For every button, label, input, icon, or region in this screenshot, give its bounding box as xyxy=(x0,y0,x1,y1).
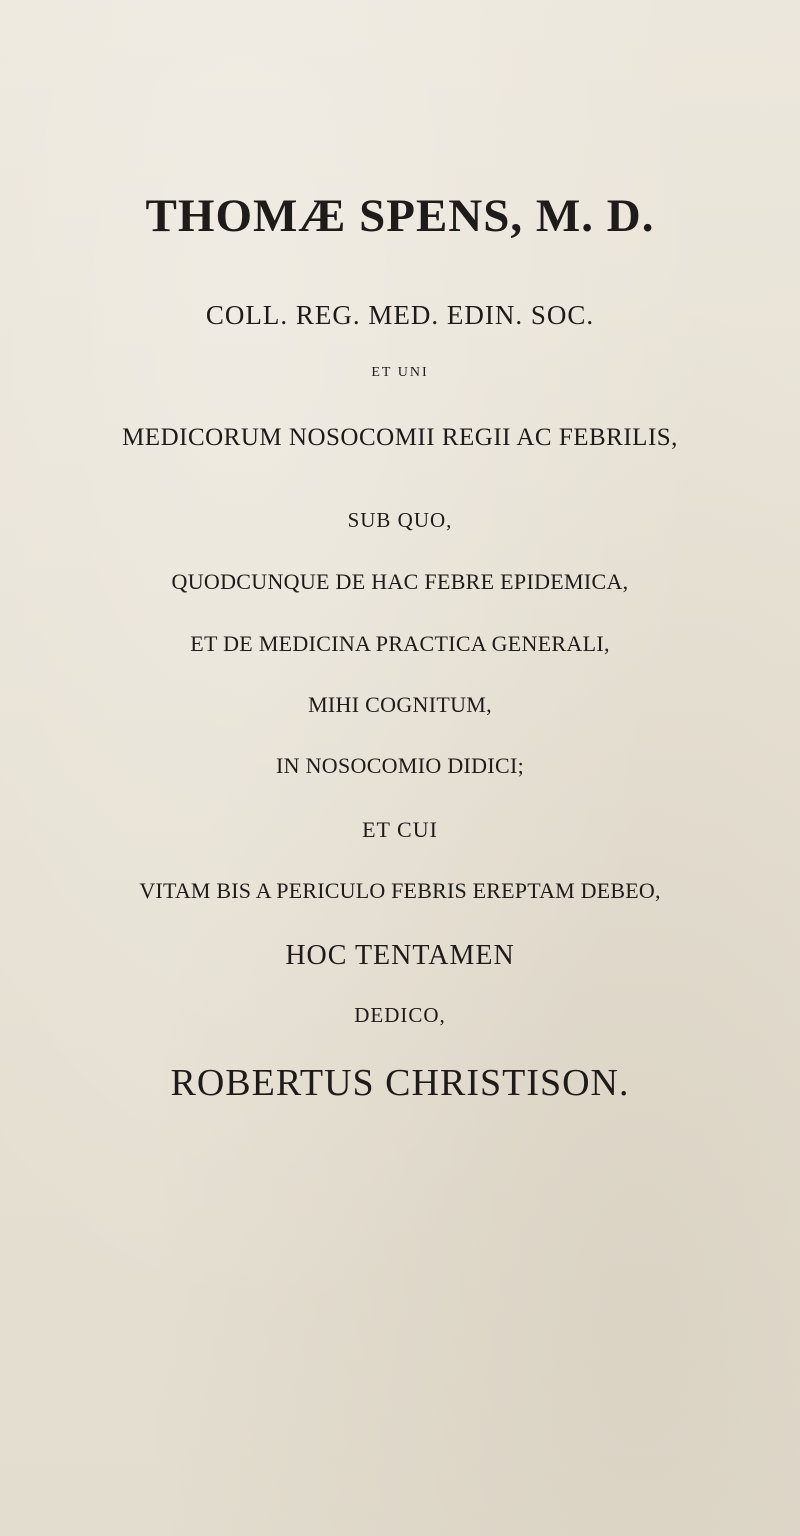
medicina-line: ET DE MEDICINA PRACTICA GENERALI, xyxy=(190,631,610,656)
et-cui-line: ET CUI xyxy=(362,817,438,842)
nosocomio-line: IN NOSOCOMIO DIDICI; xyxy=(276,753,524,778)
author-name: ROBERTUS CHRISTISON. xyxy=(170,1062,630,1104)
mihi-line: MIHI COGNITUM, xyxy=(308,692,492,717)
quodcunque-line: QUODCUNQUE DE HAC FEBRE EPIDEMICA, xyxy=(171,569,629,594)
dedicatee-name: THOMÆ SPENS, M. D. xyxy=(145,190,655,242)
vitam-line: VITAM BIS A PERICULO FEBRIS EREPTAM DEBEO, xyxy=(139,878,661,903)
affiliation-line: COLL. REG. MED. EDIN. SOC. xyxy=(205,300,595,330)
et-uni-line: ET UNI xyxy=(371,365,429,380)
sub-quo-line: SUB QUO, xyxy=(347,508,453,532)
dedico-line: DEDICO, xyxy=(354,1003,446,1027)
medicorum-line: MEDICORUM NOSOCOMII REGII AC FEBRILIS, xyxy=(122,424,678,451)
hoc-tentamen-line: HOC TENTAMEN xyxy=(285,940,515,971)
